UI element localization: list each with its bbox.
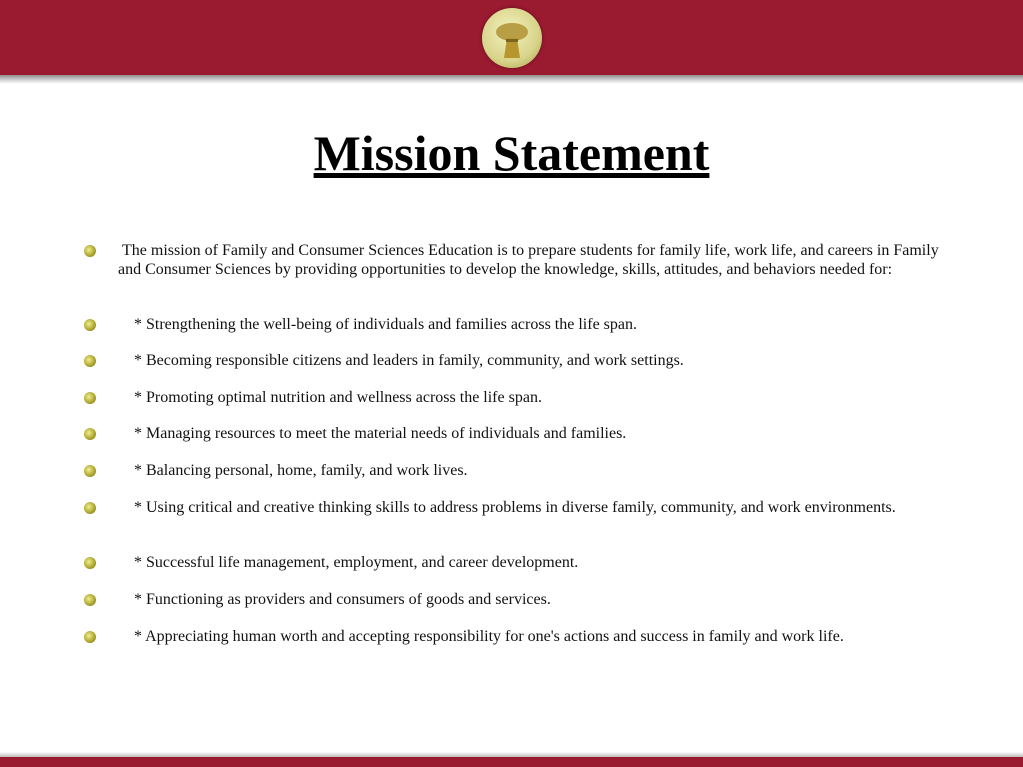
list-item-text: * Promoting optimal nutrition and wellness across the life span. (118, 389, 542, 406)
bullet-icon (84, 428, 96, 440)
bullet-icon (84, 502, 96, 514)
intro-text: The mission of Family and Consumer Sciences Education is to prepare students for family life, work life, and careers in Family and Consumer Sciences by providing opportunities to develop the knowledge, skills, attitudes, and behaviors needed for: (118, 242, 943, 278)
bullet-icon (84, 245, 96, 257)
list-item-text: * Strengthening the well-being of individuals and families across the life span. (118, 316, 637, 333)
bullet-icon (84, 355, 96, 367)
bullet-icon (84, 594, 96, 606)
list-item-text: * Managing resources to meet the material needs of individuals and families. (118, 425, 627, 442)
bullet-icon (84, 631, 96, 643)
list-item-text: * Successful life management, employment, and career development. (118, 554, 579, 571)
bullet-icon (84, 557, 96, 569)
bullet-icon (84, 319, 96, 331)
wheat-seal-logo (482, 8, 542, 68)
list-item-text: * Appreciating human worth and accepting responsibility for one's actions and success in family and work life. (118, 628, 844, 645)
bullet-icon (84, 392, 96, 404)
footer-bar (0, 757, 1023, 767)
list-item-text: * Functioning as providers and consumers of goods and services. (118, 591, 551, 608)
header-shadow (0, 75, 1023, 84)
list-item-text: * Using critical and creative thinking skills to address problems in diverse family, community, and work environments. (118, 499, 896, 516)
list-item-text: * Balancing personal, home, family, and work lives. (118, 462, 468, 479)
list-item-text: * Becoming responsible citizens and leaders in family, community, and work settings. (118, 352, 684, 369)
page-title: Mission Statement (313, 125, 710, 181)
bullet-icon (84, 465, 96, 477)
